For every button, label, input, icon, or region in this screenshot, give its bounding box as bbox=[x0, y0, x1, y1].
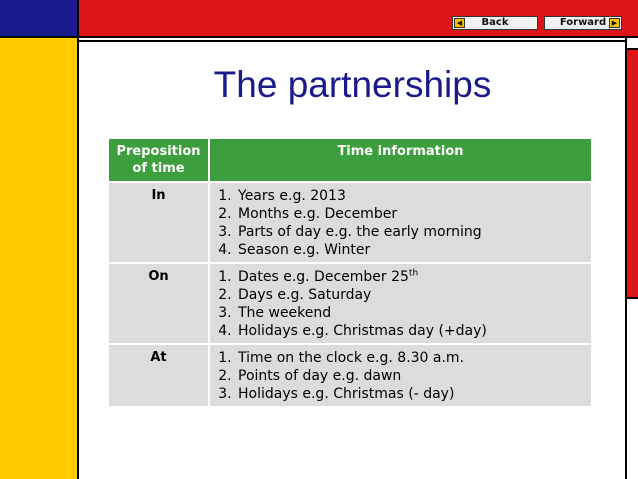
header-preposition: Preposition of time bbox=[109, 139, 209, 182]
list-item: 1. Years e.g. 2013 bbox=[236, 187, 587, 205]
arrow-left-icon: ◀ bbox=[454, 18, 465, 28]
preposition-cell: In bbox=[109, 182, 209, 263]
table-row bbox=[109, 182, 591, 263]
prepositions-table bbox=[109, 139, 591, 406]
list-item: 4. Holidays e.g. Christmas day (+day) bbox=[236, 322, 587, 340]
ordinal-superscript: th bbox=[408, 268, 419, 279]
forward-label: Forward bbox=[559, 17, 607, 28]
time-info-cell bbox=[209, 182, 591, 263]
back-label: Back bbox=[481, 17, 509, 28]
list-item: 2. Days e.g. Saturday bbox=[236, 286, 587, 304]
list-item: 2. Months e.g. December bbox=[236, 205, 587, 223]
list-item: 4. Season e.g. Winter bbox=[236, 241, 587, 259]
time-info-list bbox=[214, 349, 587, 403]
right-white-block bbox=[625, 38, 638, 50]
table-row bbox=[109, 263, 591, 344]
time-info-cell bbox=[209, 263, 591, 344]
list-item: 3. Holidays e.g. Christmas (- day) bbox=[236, 385, 587, 403]
list-item-text: Dates e.g. December 25 bbox=[238, 269, 409, 285]
list-item bbox=[236, 268, 587, 286]
right-white-lower-block bbox=[625, 299, 638, 479]
preposition-cell: On bbox=[109, 263, 209, 344]
preposition-cell: At bbox=[109, 344, 209, 406]
list-item: 3. Parts of day e.g. the early morning bbox=[236, 223, 587, 241]
navy-corner-block bbox=[0, 0, 79, 38]
arrow-right-icon: ▶ bbox=[609, 18, 620, 28]
yellow-side-bar bbox=[0, 38, 79, 479]
table-header-row bbox=[109, 139, 591, 182]
header-time-information: Time information bbox=[209, 139, 591, 182]
list-item: 3. The weekend bbox=[236, 304, 587, 322]
page-title: The partnerships bbox=[213, 64, 492, 105]
forward-button[interactable] bbox=[544, 16, 622, 30]
time-info-list bbox=[214, 268, 587, 340]
divider-line bbox=[79, 40, 625, 42]
table-row bbox=[109, 344, 591, 406]
back-button[interactable] bbox=[452, 16, 538, 30]
right-red-block bbox=[625, 50, 638, 299]
time-info-list bbox=[214, 187, 587, 259]
list-item: 1. Time on the clock e.g. 8.30 a.m. bbox=[236, 349, 587, 367]
time-info-cell bbox=[209, 344, 591, 406]
list-item: 2. Points of day e.g. dawn bbox=[236, 367, 587, 385]
